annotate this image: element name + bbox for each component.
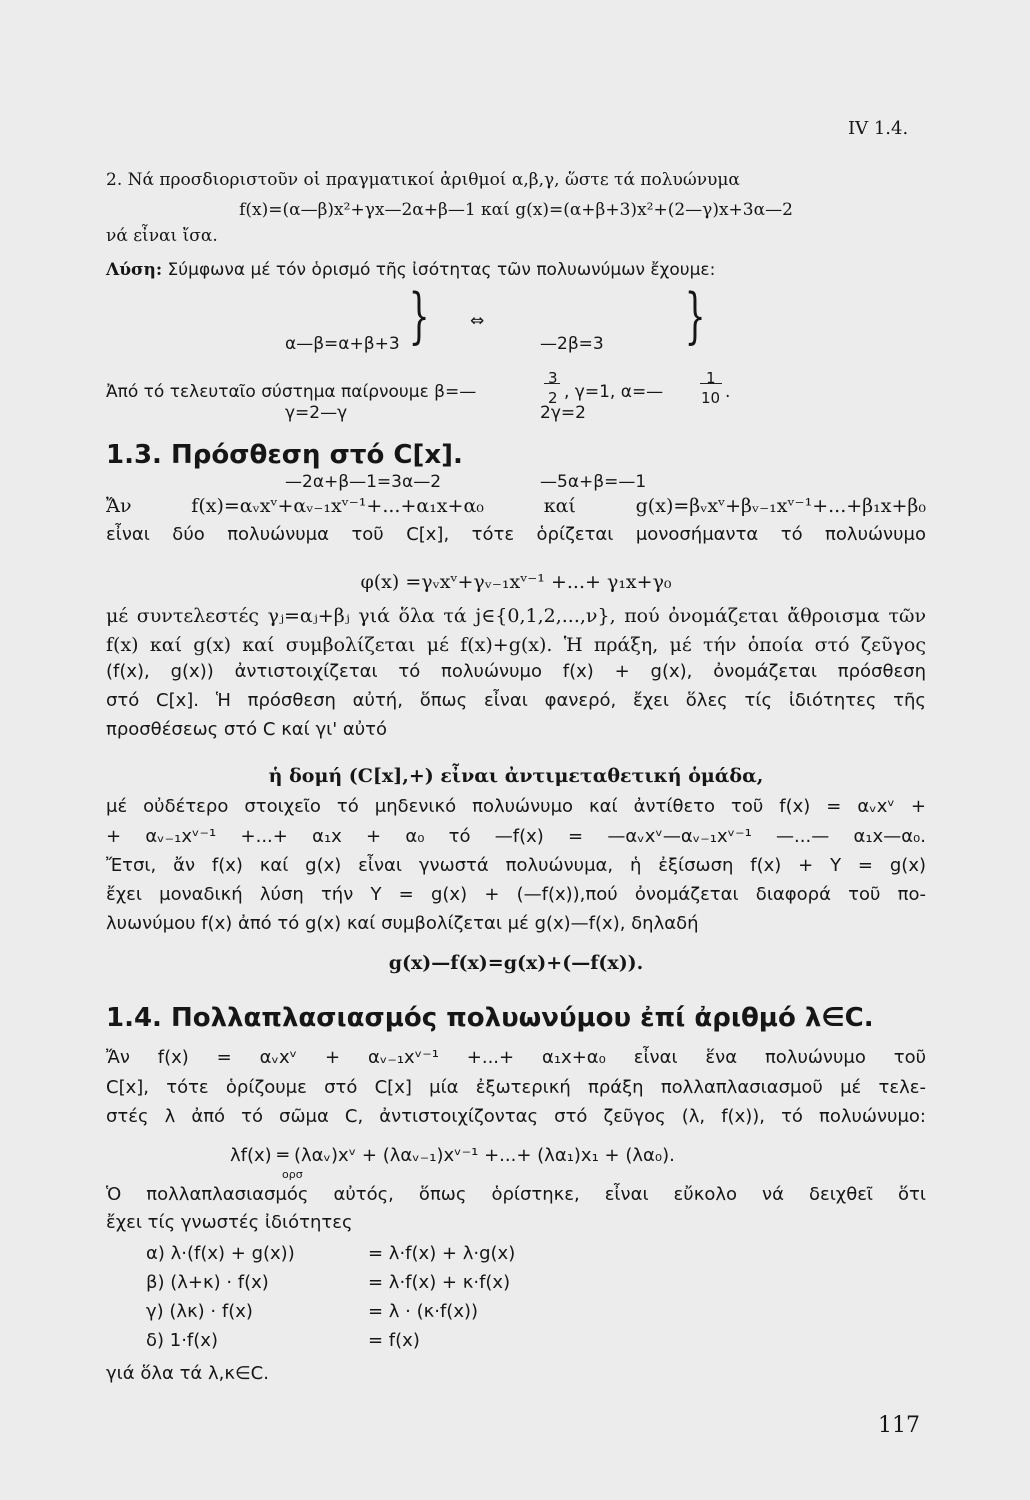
sum-def-line-1: Ἄν f(x)=αᵥxᵛ+αᵥ₋₁xᵛ⁻¹+...+α₁x+α₀ καί g(x)=βᵥxᵛ+βᵥ₋₁xᵛ⁻¹+...+β₁x+β₀ bbox=[106, 495, 926, 517]
mult-text-line-1: Ἄν f(x) = αᵥxᵛ + αᵥ₋₁xᵛ⁻¹ +...+ α₁x+α₀ εἶναι ἕνα πολυώνυμο τοῦ bbox=[106, 1047, 926, 1068]
difference-formula: g(x)—f(x)=g(x)+(—f(x)). bbox=[388, 952, 644, 974]
formula-def-subscript: ορσ bbox=[282, 1168, 303, 1181]
frac2-denominator: 10 bbox=[701, 389, 721, 407]
solution-conclusion bbox=[106, 369, 926, 412]
mult-text-line-2: C[x], τότε ὁρίζουμε στό C[x] μία ἐξωτερική πράξη πολλαπλασιασμοῦ μέ τελε- bbox=[106, 1077, 926, 1098]
page-number: 117 bbox=[878, 1413, 920, 1438]
mult-text-line-5: ἔχει τίς γνωστές ἰδιότητες bbox=[106, 1212, 353, 1233]
solution-text: Σύμφωνα μέ τόν ὁρισμό τῆς ἰσότητας τῶν πολυωνύμων ἔχουμε: bbox=[162, 260, 716, 280]
left-brace: } bbox=[408, 281, 430, 351]
sum-text-line-6: στό C[x]. Ἡ πρόσθεση αὐτή, ὅπως εἶναι φανερό, ἔχει ὅλες τίς ἰδιότητες τῆς bbox=[106, 690, 926, 711]
mult-text-line-4: Ὁ πολλαπλασιασμός αὐτός, ὅπως ὁρίστηκε, εἶναι εὔκολο νά δειχθεῖ ὅτι bbox=[106, 1184, 926, 1205]
solution-intro bbox=[106, 258, 926, 282]
exercise-polynomials: f(x)=(α—β)x²+γx—2α+β—1 καί g(x)=(α+β+3)x²+(2—γ)x+3α—2 bbox=[239, 200, 793, 220]
property-b-lhs: β) (λ+κ) · f(x) bbox=[146, 1272, 269, 1293]
sum-text-line-7: προσθέσεως στό C καί γι' αὐτό bbox=[106, 719, 388, 740]
property-c-lhs: γ) (λκ) · f(x) bbox=[146, 1301, 253, 1322]
sum-text-line-5: (f(x), g(x)) ἀντιστοιχίζεται τό πολυώνυμο f(x) + g(x), ὀνομάζεται πρόσθεση bbox=[106, 661, 926, 682]
frac1-denominator: 2 bbox=[548, 389, 558, 407]
section-reference: IV 1.4. bbox=[848, 118, 909, 139]
frac2-numerator: 1 bbox=[706, 369, 716, 387]
system-right-eq-1: —2β=3 bbox=[540, 334, 604, 354]
sum-text-line-4: f(x) καί g(x) καί συμβολίζεται μέ f(x)+g(x). Ἡ πράξη, μέ τήν ὁποία στό ζεῦγος bbox=[106, 634, 926, 656]
solution-label: Λύση: bbox=[106, 260, 163, 280]
system-left-eq-3: —2α+β—1=3α—2 bbox=[285, 472, 442, 492]
frac1-numerator: 3 bbox=[548, 369, 558, 387]
mult-text-line-3: στές λ ἀπό τό σῶμα C, ἀντιστοιχίζοντας στό ζεῦγος (λ, f(x)), τό πολυώνυμο: bbox=[106, 1106, 926, 1127]
conclusion-prefix: Ἀπό τό τελευταῖο σύστημα παίρνουμε β=— bbox=[106, 382, 477, 402]
sum-formula: φ(x) =γᵥxᵛ+γᵥ₋₁xᵛ⁻¹ +...+ γ₁x+γ₀ bbox=[360, 571, 672, 593]
sum-text-line-8: μέ οὐδέτερο στοιχεῖο τό μηδενικό πολυώνυμο καί ἀντίθετο τοῦ f(x) = αᵥxᵛ + bbox=[106, 796, 926, 817]
property-d-rhs: = f(x) bbox=[368, 1330, 420, 1351]
conclusion-end: . bbox=[725, 382, 731, 402]
section-heading-1-3: 1.3. Πρόσθεση στό C[x]. bbox=[106, 440, 463, 470]
section-heading-1-4: 1.4. Πολλαπλασιασμός πολυωνύμου ἐπί ἀριθμό λ∈C. bbox=[106, 1003, 874, 1033]
frac1-bar bbox=[544, 383, 560, 384]
property-a-rhs: = λ·f(x) + λ·g(x) bbox=[368, 1243, 516, 1264]
group-statement: ἡ δομή (C[x],+) εἶναι ἀντιμεταθετική ὁμάδα, bbox=[268, 765, 764, 787]
frac2-bar bbox=[700, 383, 722, 384]
sum-text-line-3: μέ συντελεστές γⱼ=αⱼ+βⱼ γιά ὅλα τά j∈{0,1,2,...,ν}, πού ὀνομάζεται ἄθροισμα τῶν bbox=[106, 605, 926, 627]
sum-def-line-2: εἶναι δύο πολυώνυμα τοῦ C[x], τότε ὁρίζεται μονοσήμαντα τό πολυώνυμο bbox=[106, 524, 926, 545]
exercise-statement-line-1: 2. Νά προσδιοριστοῦν οἱ πραγματικοί ἀριθμοί α,β,γ, ὥστε τά πολυώνυμα bbox=[106, 170, 740, 190]
system-left-eq-1: α—β=α+β+3 bbox=[285, 334, 400, 354]
system-right-eq-2: 2γ=2 bbox=[540, 403, 586, 423]
mult-text-line-6: γιά ὅλα τά λ,κ∈C. bbox=[106, 1363, 269, 1384]
property-c-rhs: = λ · (κ·f(x)) bbox=[368, 1301, 479, 1322]
system-left-eq-2: γ=2—γ bbox=[285, 403, 348, 423]
exercise-statement-line-3: νά εἶναι ἴσα. bbox=[106, 226, 218, 246]
sum-text-line-9: + αᵥ₋₁xᵛ⁻¹ +...+ α₁x + α₀ τό —f(x) = —αᵥxᵛ—αᵥ₋₁xᵛ⁻¹ —...— α₁x—α₀. bbox=[106, 826, 926, 847]
right-brace: } bbox=[684, 281, 706, 351]
sum-text-line-12: λυωνύμου f(x) ἀπό τό g(x) καί συμβολίζεται μέ g(x)—f(x), δηλαδή bbox=[106, 913, 699, 934]
property-b-rhs: = λ·f(x) + κ·f(x) bbox=[368, 1272, 511, 1293]
conclusion-mid: , γ=1, α=— bbox=[564, 382, 664, 402]
property-a-lhs: α) λ·(f(x) + g(x)) bbox=[146, 1243, 295, 1264]
system-right-eq-3: —5α+β=—1 bbox=[540, 472, 647, 492]
equivalence-arrow: ⇔ bbox=[470, 311, 485, 331]
property-d-lhs: δ) 1·f(x) bbox=[146, 1330, 218, 1351]
sum-text-line-11: ἔχει μοναδική λύση τήν Y = g(x) + (—f(x)),πού ὀνομάζεται διαφορά τοῦ πο- bbox=[106, 884, 926, 905]
mult-formula bbox=[230, 1144, 890, 1181]
mult-formula-text: λf(x) ═ (λαᵥ)xᵛ + (λαᵥ₋₁)xᵛ⁻¹ +...+ (λα₁)x₁ + (λα₀). bbox=[230, 1145, 675, 1166]
sum-text-line-10: Ἔτσι, ἄν f(x) καί g(x) εἶναι γνωστά πολυώνυμα, ἡ ἐξίσωση f(x) + Y = g(x) bbox=[106, 855, 926, 876]
